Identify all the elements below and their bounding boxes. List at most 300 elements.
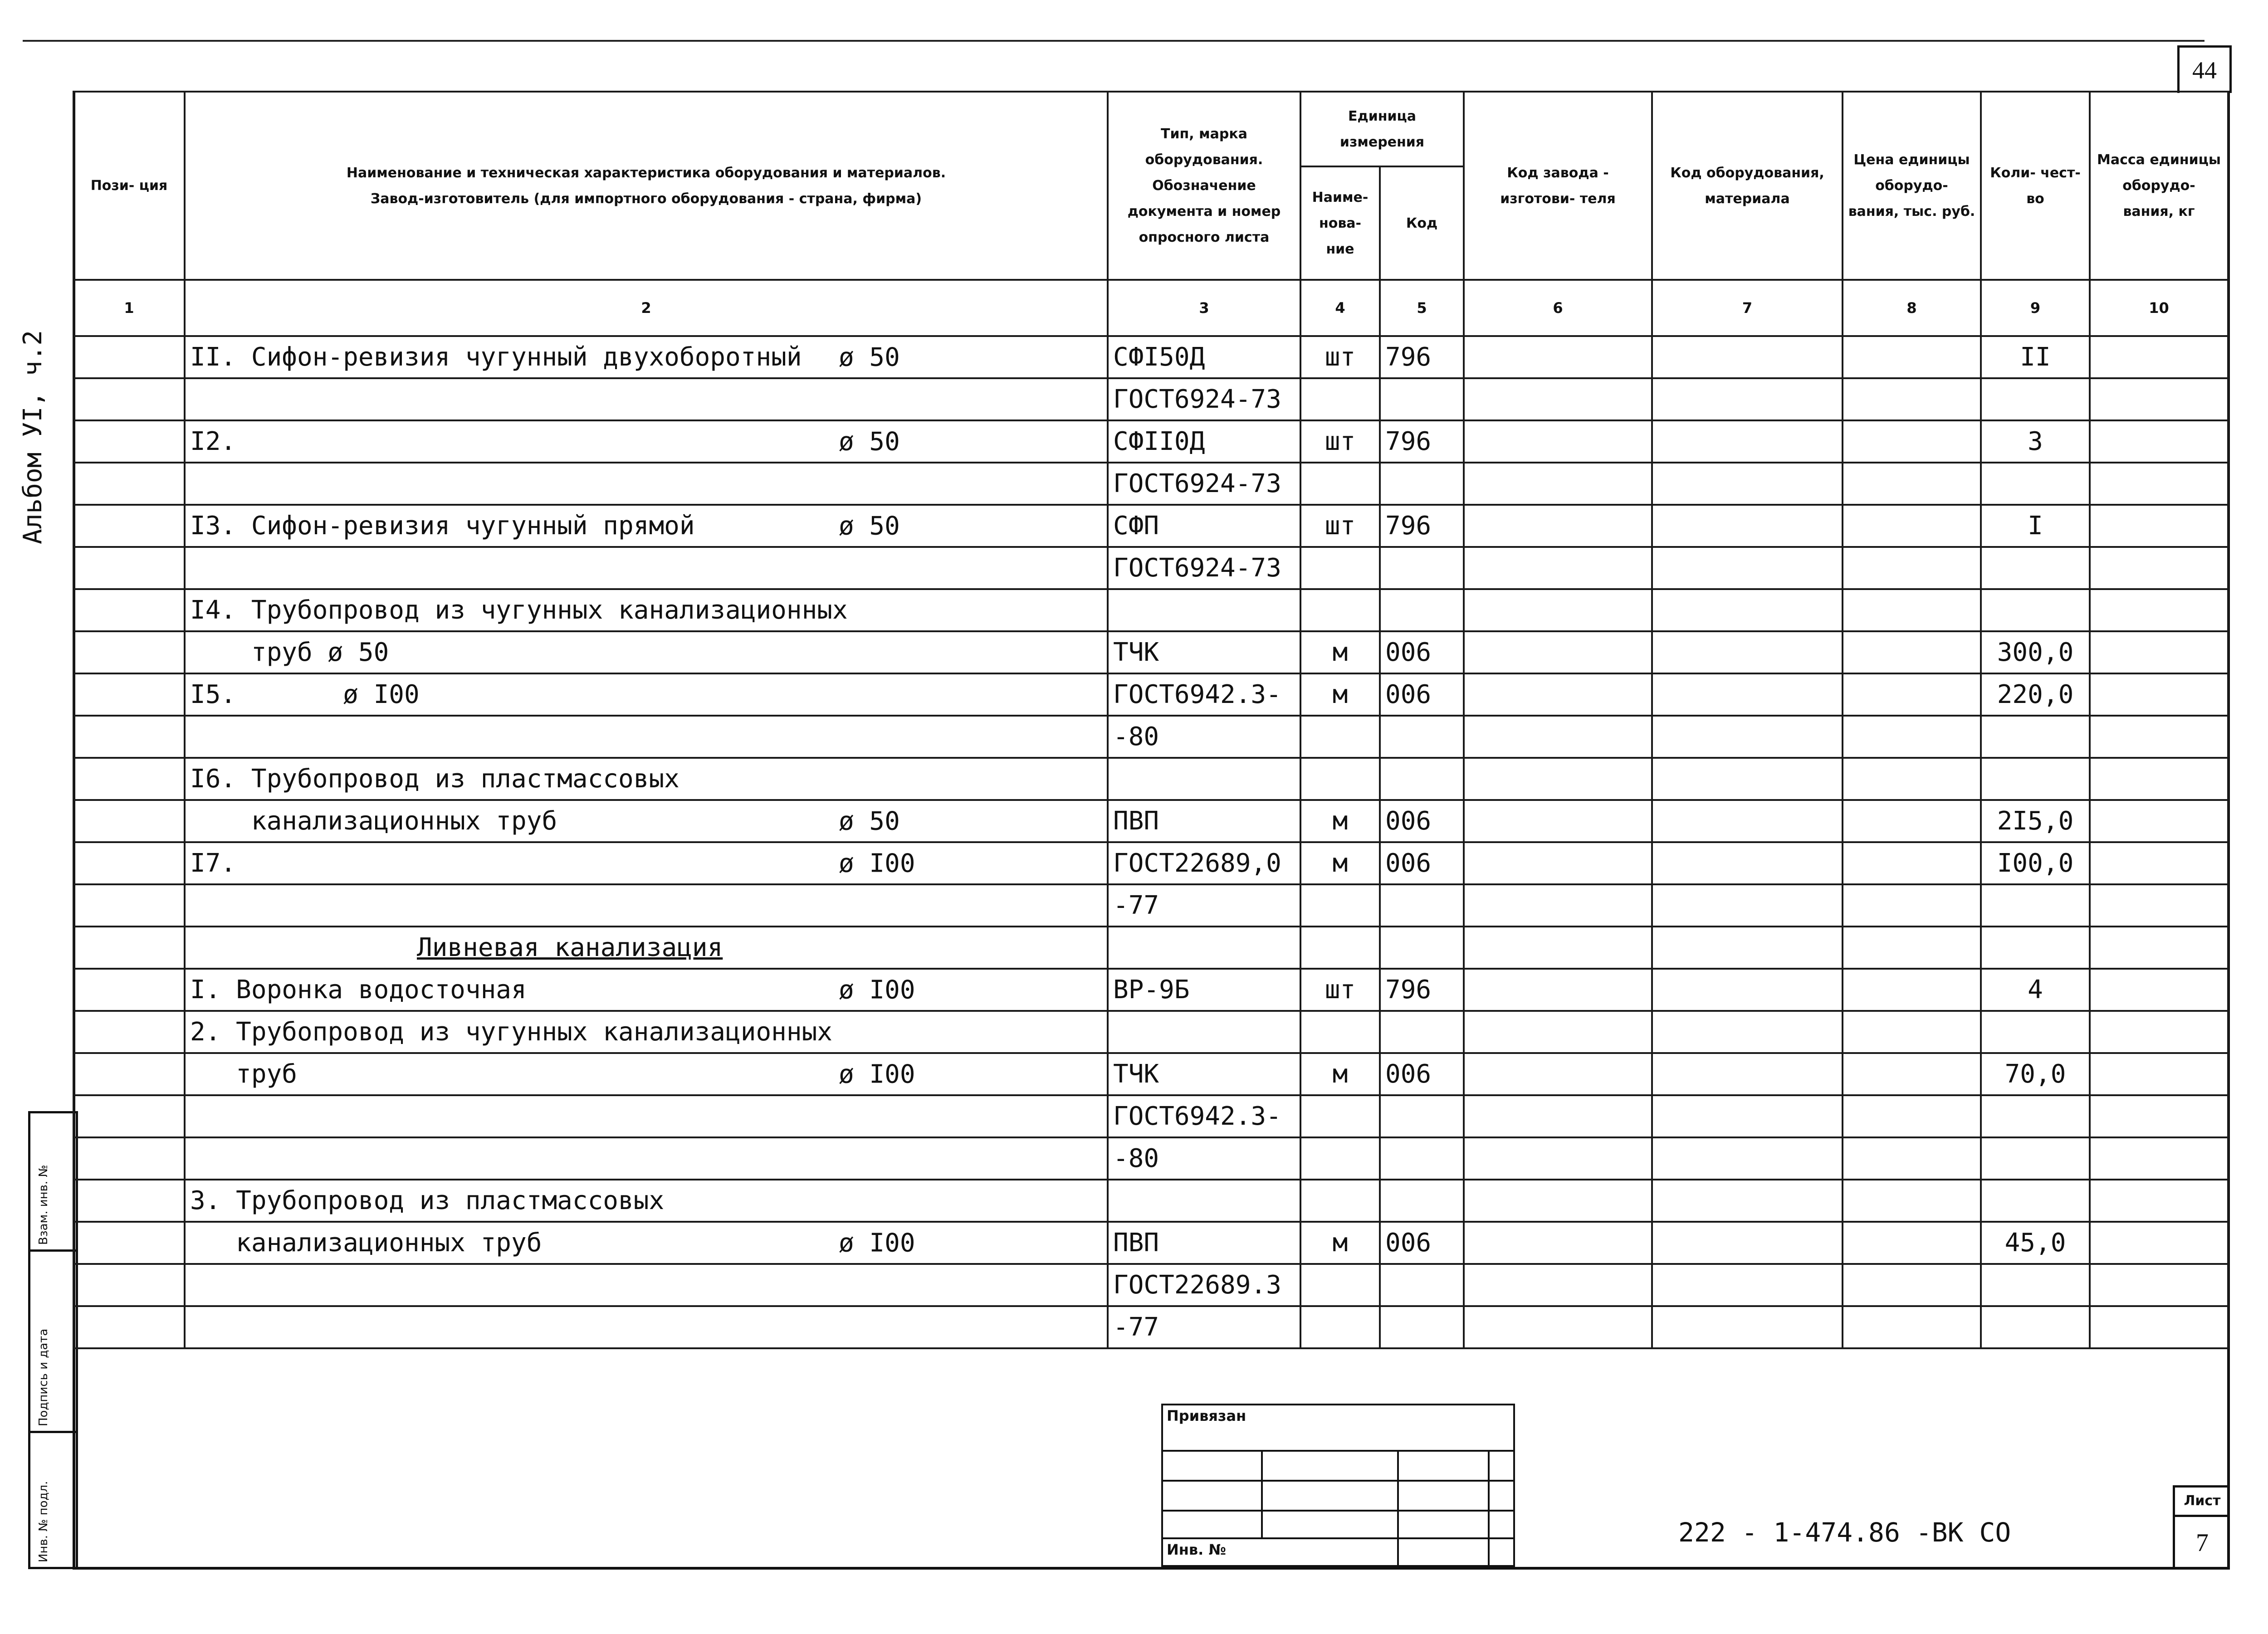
item-name: канализационных труб <box>190 806 557 836</box>
table-row <box>73 1011 2228 1053</box>
header-mass: Масса единицы оборудо- вания, кг <box>2090 92 2228 280</box>
cell-price <box>1843 1264 1981 1306</box>
cell-unit: м <box>1300 842 1380 884</box>
table-row <box>73 505 2228 547</box>
cell-mass <box>2090 758 2228 800</box>
cell-factory-code <box>1464 1306 1652 1348</box>
table-row <box>73 1053 2228 1095</box>
cell-price <box>1843 378 1981 420</box>
header-name <box>185 92 1108 280</box>
col-number: 4 <box>1300 280 1380 336</box>
item-diameter: ø I00 <box>839 1228 915 1258</box>
item-diameter: ø 50 <box>839 806 900 836</box>
cell-unit <box>1300 927 1380 969</box>
cell-unit-code: 006 <box>1380 1222 1464 1264</box>
cell-factory-code <box>1464 842 1652 884</box>
cell-mass <box>2090 1306 2228 1348</box>
cell-mass <box>2090 547 2228 589</box>
cell-quantity <box>1981 378 2090 420</box>
cell-mass <box>2090 969 2228 1011</box>
cell-name <box>185 1137 1108 1180</box>
cell-unit-code: 006 <box>1380 800 1464 842</box>
stamp-attached-label: Привязан <box>1162 1405 1514 1451</box>
cell-unit-code <box>1380 1264 1464 1306</box>
table-row <box>73 1095 2228 1137</box>
cell-quantity <box>1981 1095 2090 1137</box>
cell-factory-code <box>1464 1011 1652 1053</box>
cell-position <box>73 463 185 505</box>
item-diameter: ø I00 <box>839 849 915 878</box>
col-number: 6 <box>1464 280 1652 336</box>
cell-price <box>1843 547 1981 589</box>
strip-label: Взам. инв. № <box>37 1165 50 1245</box>
cell-equipment-code <box>1652 1137 1843 1180</box>
document-code: 222 - 1-474.86 -ВК СО <box>1678 1517 2011 1548</box>
table-row <box>73 884 2228 927</box>
header-type: Тип, марка оборудования. Обозначение документа и номер опросного листа <box>1108 92 1300 280</box>
cell-position <box>73 884 185 927</box>
cell-price <box>1843 1306 1981 1348</box>
cell-position <box>73 842 185 884</box>
cell-type <box>1108 758 1300 800</box>
cell-quantity: I <box>1981 505 2090 547</box>
sheet-label: Лист <box>2175 1488 2229 1517</box>
cell-unit <box>1300 1306 1380 1348</box>
cell-name <box>185 1011 1108 1053</box>
table-row <box>73 758 2228 800</box>
cell-equipment-code <box>1652 842 1843 884</box>
cell-mass <box>2090 673 2228 716</box>
cell-unit <box>1300 1264 1380 1306</box>
cell-price <box>1843 842 1981 884</box>
cell-unit <box>1300 884 1380 927</box>
cell-name <box>185 1180 1108 1222</box>
cell-unit-code <box>1380 1095 1464 1137</box>
item-name: I3. Сифон-ревизия чугунный прямой <box>190 511 695 541</box>
item-diameter: ø I00 <box>839 1059 915 1089</box>
cell-equipment-code <box>1652 1222 1843 1264</box>
cell-type: ГОСТ22689.3 <box>1108 1264 1300 1306</box>
cell-equipment-code <box>1652 800 1843 842</box>
cell-unit-code <box>1380 1180 1464 1222</box>
cell-quantity <box>1981 1137 2090 1180</box>
cell-price <box>1843 758 1981 800</box>
cell-name <box>185 378 1108 420</box>
cell-unit-code <box>1380 1137 1464 1180</box>
cell-type: СФП <box>1108 505 1300 547</box>
cell-mass <box>2090 1053 2228 1095</box>
item-name: I. Воронка водосточная <box>190 975 527 1005</box>
cell-factory-code <box>1464 589 1652 631</box>
cell-unit-code: 796 <box>1380 969 1464 1011</box>
cell-equipment-code <box>1652 420 1843 463</box>
item-name: труб <box>190 1059 298 1089</box>
cell-mass <box>2090 800 2228 842</box>
item-diameter: ø 50 <box>839 511 900 541</box>
table-row <box>73 589 2228 631</box>
col-number: 3 <box>1108 280 1300 336</box>
cell-factory-code <box>1464 547 1652 589</box>
stamp-inv-label: Инв. № <box>1162 1538 1398 1566</box>
cell-unit: шт <box>1300 420 1380 463</box>
cell-equipment-code <box>1652 378 1843 420</box>
cell-type: ВР-9Б <box>1108 969 1300 1011</box>
cell-factory-code <box>1464 463 1652 505</box>
strip-divider <box>30 1431 76 1433</box>
cell-unit: м <box>1300 1053 1380 1095</box>
cell-unit-code: 006 <box>1380 673 1464 716</box>
cell-type: ГОСТ6924-73 <box>1108 378 1300 420</box>
cell-factory-code <box>1464 927 1652 969</box>
header-unit-code: Код <box>1380 166 1464 280</box>
side-stamp-strip <box>28 1111 78 1569</box>
strip-divider <box>30 1249 76 1252</box>
cell-type: ТЧК <box>1108 631 1300 673</box>
cell-equipment-code <box>1652 673 1843 716</box>
cell-unit <box>1300 378 1380 420</box>
cell-name <box>185 842 1108 884</box>
cell-type: СФII0Д <box>1108 420 1300 463</box>
table-row <box>73 673 2228 716</box>
cell-position <box>73 631 185 673</box>
cell-unit-code <box>1380 884 1464 927</box>
cell-name <box>185 800 1108 842</box>
item-name: канализационных труб <box>190 1228 542 1258</box>
cell-unit-code <box>1380 927 1464 969</box>
cell-quantity: 3 <box>1981 420 2090 463</box>
cell-type: -77 <box>1108 884 1300 927</box>
cell-name <box>185 969 1108 1011</box>
cell-unit-code: 006 <box>1380 842 1464 884</box>
cell-mass <box>2090 505 2228 547</box>
item-name: I5. ø I00 <box>190 680 420 709</box>
table-row <box>73 420 2228 463</box>
cell-price <box>1843 1011 1981 1053</box>
table-row <box>73 378 2228 420</box>
cell-factory-code <box>1464 1264 1652 1306</box>
cell-factory-code <box>1464 336 1652 378</box>
cell-position <box>73 758 185 800</box>
cell-type: -80 <box>1108 1137 1300 1180</box>
cell-quantity: 300,0 <box>1981 631 2090 673</box>
cell-factory-code <box>1464 420 1652 463</box>
item-name: I7. <box>190 849 236 878</box>
cell-type: ГОСТ6942.3- <box>1108 673 1300 716</box>
col-number: 9 <box>1981 280 2090 336</box>
cell-equipment-code <box>1652 547 1843 589</box>
cell-unit-code <box>1380 589 1464 631</box>
cell-position <box>73 420 185 463</box>
cell-quantity <box>1981 589 2090 631</box>
cell-name <box>185 758 1108 800</box>
cell-equipment-code <box>1652 716 1843 758</box>
cell-unit-code <box>1380 547 1464 589</box>
cell-factory-code <box>1464 758 1652 800</box>
cell-factory-code <box>1464 800 1652 842</box>
cell-equipment-code <box>1652 1180 1843 1222</box>
cell-equipment-code <box>1652 1095 1843 1137</box>
cell-unit <box>1300 1137 1380 1180</box>
cell-factory-code <box>1464 1137 1652 1180</box>
cell-quantity <box>1981 884 2090 927</box>
cell-position <box>73 1264 185 1306</box>
cell-position <box>73 547 185 589</box>
cell-price <box>1843 800 1981 842</box>
cell-factory-code <box>1464 969 1652 1011</box>
cell-unit: м <box>1300 673 1380 716</box>
cell-factory-code <box>1464 378 1652 420</box>
cell-type: -80 <box>1108 716 1300 758</box>
cell-unit <box>1300 1095 1380 1137</box>
header-unit-name: Наиме- нова- ние <box>1300 166 1380 280</box>
cell-equipment-code <box>1652 1011 1843 1053</box>
cell-unit <box>1300 547 1380 589</box>
cell-unit <box>1300 1180 1380 1222</box>
cell-equipment-code <box>1652 1053 1843 1095</box>
cell-price <box>1843 1095 1981 1137</box>
cell-position <box>73 800 185 842</box>
table-row <box>73 336 2228 378</box>
cell-price <box>1843 969 1981 1011</box>
cell-unit <box>1300 758 1380 800</box>
item-name: 2. Трубопровод из чугунных канализационных <box>190 1017 833 1047</box>
table-row <box>73 463 2228 505</box>
cell-name <box>185 1264 1108 1306</box>
cell-position <box>73 969 185 1011</box>
cell-name <box>185 1306 1108 1348</box>
cell-equipment-code <box>1652 589 1843 631</box>
cell-unit: м <box>1300 1222 1380 1264</box>
cell-price <box>1843 589 1981 631</box>
header-equipment-code: Код оборудования, материала <box>1652 92 1843 280</box>
cell-position <box>73 378 185 420</box>
cell-quantity <box>1981 1264 2090 1306</box>
cell-name <box>185 1222 1108 1264</box>
item-diameter: ø 50 <box>839 427 900 456</box>
cell-price <box>1843 673 1981 716</box>
cell-unit-code: 006 <box>1380 631 1464 673</box>
cell-unit-code: 796 <box>1380 505 1464 547</box>
sheet-box <box>2173 1485 2229 1569</box>
cell-name <box>185 589 1108 631</box>
table-row <box>73 927 2228 969</box>
cell-position <box>73 716 185 758</box>
item-name: труб ø 50 <box>190 638 389 667</box>
header-price: Цена единицы оборудо- вания, тыс. руб. <box>1843 92 1981 280</box>
cell-mass <box>2090 631 2228 673</box>
cell-price <box>1843 631 1981 673</box>
cell-equipment-code <box>1652 927 1843 969</box>
cell-factory-code <box>1464 716 1652 758</box>
cell-equipment-code <box>1652 758 1843 800</box>
cell-factory-code <box>1464 1095 1652 1137</box>
cell-factory-code <box>1464 1222 1652 1264</box>
cell-quantity <box>1981 547 2090 589</box>
cell-price <box>1843 1137 1981 1180</box>
cell-unit <box>1300 1011 1380 1053</box>
table-row <box>73 1306 2228 1348</box>
cell-price <box>1843 1180 1981 1222</box>
cell-unit <box>1300 716 1380 758</box>
cell-equipment-code <box>1652 969 1843 1011</box>
side-title: Альбом УI, ч.2 <box>18 330 48 544</box>
cell-quantity <box>1981 716 2090 758</box>
cell-equipment-code <box>1652 631 1843 673</box>
table-row <box>73 969 2228 1011</box>
cell-position <box>73 336 185 378</box>
cell-unit: шт <box>1300 969 1380 1011</box>
cell-name <box>185 420 1108 463</box>
cell-mass <box>2090 589 2228 631</box>
cell-position <box>73 1180 185 1222</box>
header-name-line1: Наименование и техническая характеристика оборудования и материалов. <box>346 165 946 181</box>
cell-quantity <box>1981 927 2090 969</box>
cell-type: СФI50Д <box>1108 336 1300 378</box>
cell-mass <box>2090 927 2228 969</box>
cell-mass <box>2090 420 2228 463</box>
cell-name <box>185 463 1108 505</box>
attachment-stamp <box>1161 1404 1515 1567</box>
cell-mass <box>2090 1137 2228 1180</box>
col-number: 1 <box>73 280 185 336</box>
cell-quantity <box>1981 1180 2090 1222</box>
cell-price <box>1843 716 1981 758</box>
cell-price <box>1843 463 1981 505</box>
cell-position <box>73 1137 185 1180</box>
cell-mass <box>2090 336 2228 378</box>
table-row <box>73 1264 2228 1306</box>
cell-unit-code: 796 <box>1380 420 1464 463</box>
header-unit: Единица измерения <box>1300 92 1464 166</box>
item-diameter: ø 50 <box>839 342 900 372</box>
cell-position <box>73 505 185 547</box>
top-rule <box>23 40 2204 42</box>
col-number: 7 <box>1652 280 1843 336</box>
cell-type <box>1108 589 1300 631</box>
cell-quantity: 70,0 <box>1981 1053 2090 1095</box>
cell-position <box>73 927 185 969</box>
sheet-number-top: 44 <box>2177 45 2232 93</box>
table-row <box>73 842 2228 884</box>
cell-unit-code <box>1380 1011 1464 1053</box>
cell-unit-code <box>1380 716 1464 758</box>
header-position: Пози- ция <box>73 92 185 280</box>
cell-type <box>1108 1011 1300 1053</box>
cell-type: -77 <box>1108 1306 1300 1348</box>
cell-position <box>73 1306 185 1348</box>
cell-unit <box>1300 463 1380 505</box>
cell-mass <box>2090 842 2228 884</box>
cell-name <box>185 505 1108 547</box>
specification-table <box>73 91 2229 1349</box>
cell-mass <box>2090 378 2228 420</box>
cell-type: ТЧК <box>1108 1053 1300 1095</box>
cell-mass <box>2090 884 2228 927</box>
cell-name <box>185 884 1108 927</box>
cell-unit: м <box>1300 631 1380 673</box>
cell-unit-code <box>1380 378 1464 420</box>
cell-type: ПВП <box>1108 1222 1300 1264</box>
cell-unit <box>1300 589 1380 631</box>
cell-quantity <box>1981 1011 2090 1053</box>
item-name: II. Сифон-ревизия чугунный двухоборотный <box>190 342 802 372</box>
cell-quantity <box>1981 1306 2090 1348</box>
cell-unit: шт <box>1300 336 1380 378</box>
cell-type: ПВП <box>1108 800 1300 842</box>
col-number: 10 <box>2090 280 2228 336</box>
section-heading: Ливневая канализация <box>417 933 723 962</box>
cell-factory-code <box>1464 884 1652 927</box>
col-number: 8 <box>1843 280 1981 336</box>
cell-unit-code <box>1380 463 1464 505</box>
cell-quantity: 45,0 <box>1981 1222 2090 1264</box>
cell-quantity: II <box>1981 336 2090 378</box>
cell-factory-code <box>1464 505 1652 547</box>
cell-factory-code <box>1464 673 1652 716</box>
cell-quantity <box>1981 463 2090 505</box>
cell-unit-code <box>1380 1306 1464 1348</box>
cell-mass <box>2090 1222 2228 1264</box>
item-name: I2. <box>190 427 236 456</box>
col-number: 2 <box>185 280 1108 336</box>
cell-type: ГОСТ6924-73 <box>1108 463 1300 505</box>
cell-price <box>1843 1222 1981 1264</box>
header-name-line2: Завод-изготовитель (для импортного оборудования - страна, фирма) <box>370 190 922 207</box>
cell-price <box>1843 1053 1981 1095</box>
cell-name <box>185 336 1108 378</box>
cell-factory-code <box>1464 1053 1652 1095</box>
cell-position <box>73 1053 185 1095</box>
table-row <box>73 716 2228 758</box>
cell-position <box>73 1222 185 1264</box>
cell-mass <box>2090 1180 2228 1222</box>
cell-type: ГОСТ6942.3- <box>1108 1095 1300 1137</box>
cell-equipment-code <box>1652 505 1843 547</box>
cell-price <box>1843 336 1981 378</box>
header-factory-code: Код завода - изготови- теля <box>1464 92 1652 280</box>
cell-unit-code: 796 <box>1380 336 1464 378</box>
cell-unit: м <box>1300 800 1380 842</box>
table-row <box>73 631 2228 673</box>
cell-equipment-code <box>1652 1306 1843 1348</box>
table-row <box>73 1180 2228 1222</box>
cell-quantity: 4 <box>1981 969 2090 1011</box>
table-row <box>73 547 2228 589</box>
cell-name <box>185 1053 1108 1095</box>
cell-position <box>73 1095 185 1137</box>
cell-name <box>185 631 1108 673</box>
col-number: 5 <box>1380 280 1464 336</box>
table-row <box>73 1137 2228 1180</box>
cell-factory-code <box>1464 1180 1652 1222</box>
cell-name <box>185 1095 1108 1137</box>
cell-name <box>185 547 1108 589</box>
cell-factory-code <box>1464 631 1652 673</box>
table-row <box>73 1222 2228 1264</box>
cell-quantity <box>1981 758 2090 800</box>
sheet-number: 7 <box>2196 1529 2209 1557</box>
cell-quantity: 2I5,0 <box>1981 800 2090 842</box>
cell-position <box>73 589 185 631</box>
table-row <box>73 800 2228 842</box>
cell-name <box>185 716 1108 758</box>
cell-type: ГОСТ6924-73 <box>1108 547 1300 589</box>
cell-price <box>1843 505 1981 547</box>
cell-mass <box>2090 1095 2228 1137</box>
strip-label: Подпись и дата <box>37 1328 50 1426</box>
cell-type <box>1108 927 1300 969</box>
cell-name <box>185 927 1108 969</box>
